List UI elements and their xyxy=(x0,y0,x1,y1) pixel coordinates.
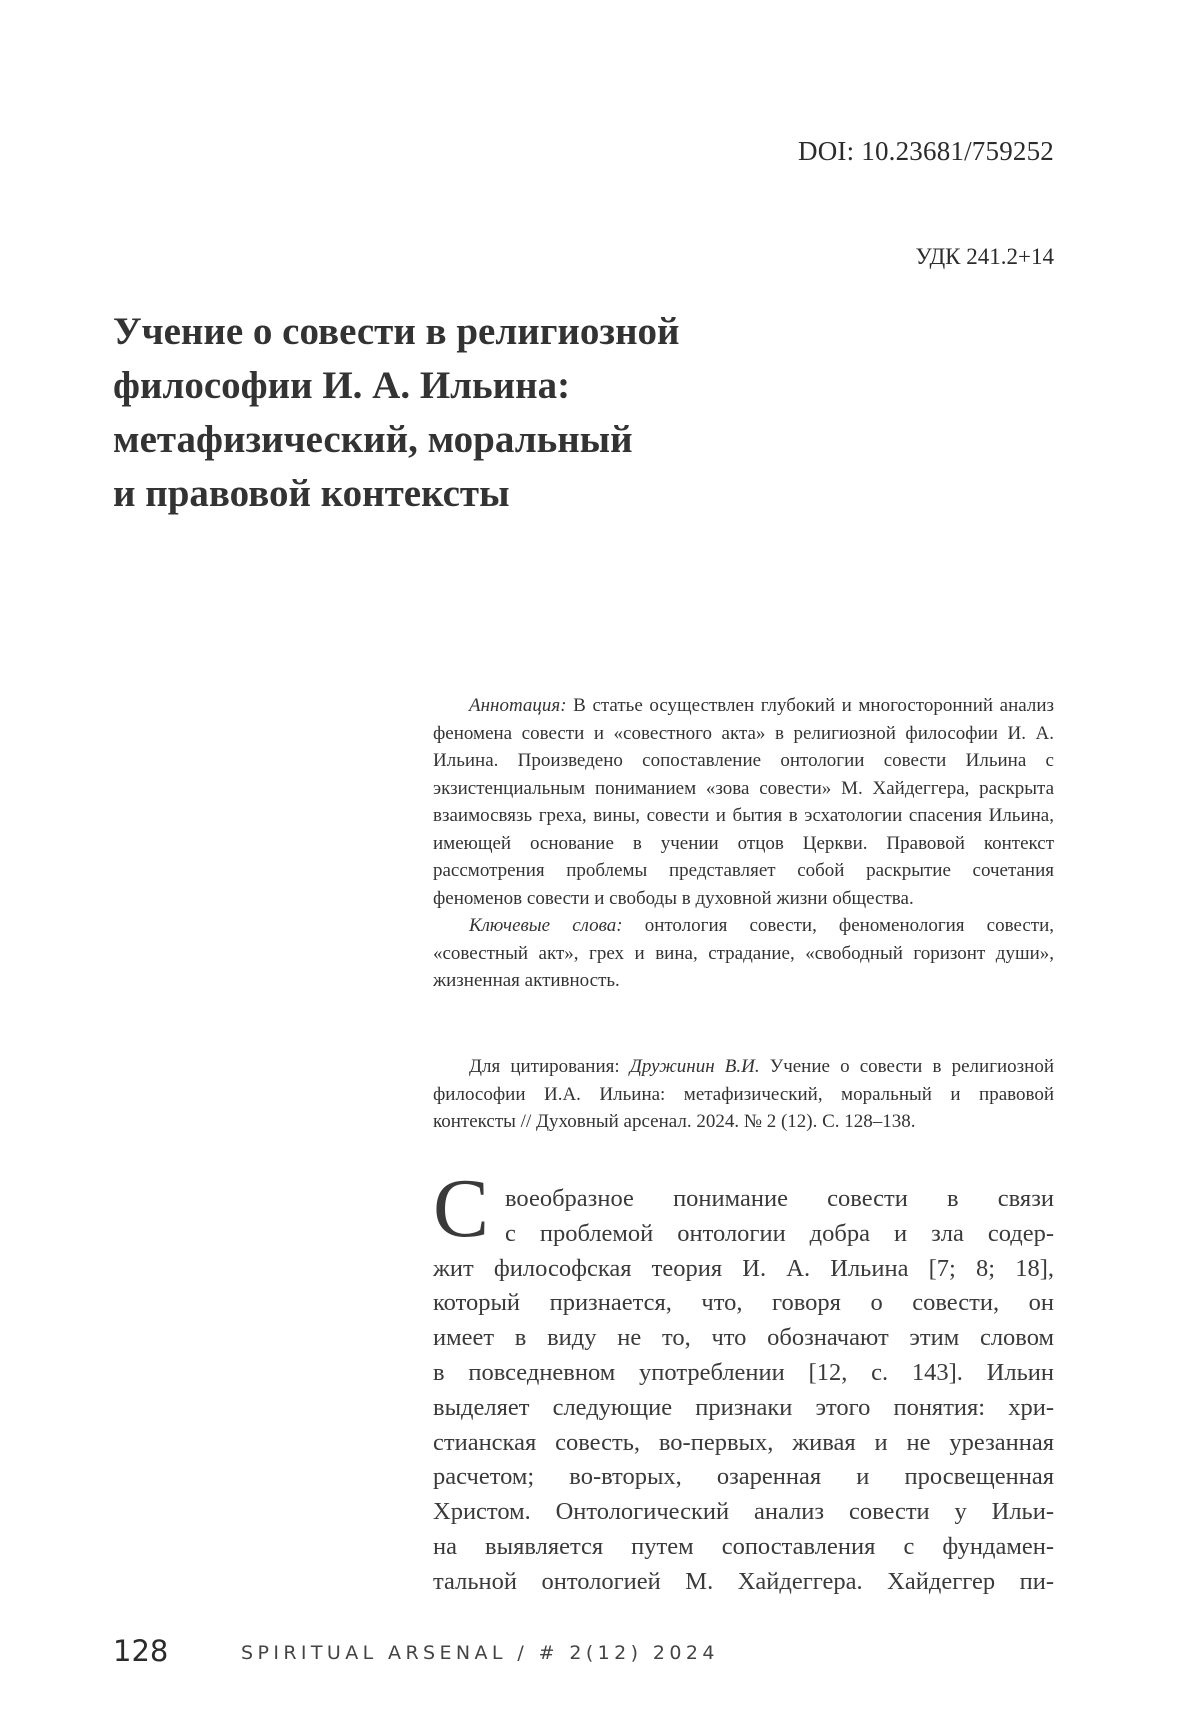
article-title xyxy=(113,305,813,521)
body-line: на выявляется путем сопоставления с фундамен- xyxy=(433,1530,1054,1565)
keywords-label: Ключевые слова: xyxy=(469,915,623,936)
doi-identifier: DOI: 10.23681/759252 xyxy=(798,136,1054,167)
abstract-text: В статье осуществлен глубокий и многосторонний анализ феномена совести и «совестного акта» в религиозной философии И. А. Ильина. Произведено сопоставление онтологии совести Ильина с экзистенциальным пониманием «зова совести» М. Хайдеггера, раскрыта взаимосвязь греха, вины, совести и бытия в эсхатологии спасения Ильина, имеющей основание в учении отцов Церкви. Правовой контекст рассмотрения проблемы представляет собой раскрытие сочетания феноменов совести и свободы в духовной жизни общества. xyxy=(433,695,1054,909)
body-line: тальной онтологией М. Хайдеггера. Хайдеггер пи- xyxy=(433,1565,1054,1600)
body-line: выделяет следующие признаки этого понятия: хри- xyxy=(433,1391,1054,1426)
body-line: который признается, что, говоря о совести, он xyxy=(433,1286,1054,1321)
body-line: воеобразное понимание совести в связи xyxy=(433,1182,1054,1217)
title-line: философии И. А. Ильина: xyxy=(113,359,813,413)
title-line: метафизический, моральный xyxy=(113,413,813,467)
journal-name: SPIRITUAL ARSENAL / # 2(12) 2024 xyxy=(241,1642,719,1664)
page-number: 128 xyxy=(113,1634,168,1668)
title-line: и правовой контексты xyxy=(113,467,813,521)
body-line: в повседневном употреблении [12, с. 143]. Ильин xyxy=(433,1356,1054,1391)
keywords-paragraph xyxy=(433,912,1054,995)
abstract-section xyxy=(433,692,1054,995)
page-footer xyxy=(113,1634,1073,1674)
udk-code: УДК 241.2+14 xyxy=(916,244,1054,270)
citation-section xyxy=(433,1053,1054,1136)
body-line: Христом. Онтологический анализ совести у Ильи- xyxy=(433,1495,1054,1530)
citation-author: Дружинин В.И. xyxy=(630,1056,760,1077)
body-line: расчетом; во-вторых, озаренная и просвещенная xyxy=(433,1460,1054,1495)
citation-text: Учение о совести в религиозной философии И.А. Ильина: метафизический, моральный и правовой контексты // Духовный арсенал. 2024. № 2 (12). С. 128–138. xyxy=(433,1056,1054,1132)
citation-prefix: Для цитирования: xyxy=(469,1056,630,1077)
drop-cap: С xyxy=(433,1173,489,1245)
keywords-text: онтология совести, феноменология совести, «совестный акт», грех и вина, страдание, «свободный горизонт души», жизненная активность. xyxy=(433,915,1054,991)
body-line: жит философская теория И. А. Ильина [7; 8; 18], xyxy=(433,1252,1054,1287)
citation-paragraph xyxy=(433,1053,1054,1136)
abstract-label: Аннотация: xyxy=(469,695,567,716)
abstract-paragraph xyxy=(433,692,1054,912)
body-paragraph xyxy=(433,1182,1054,1600)
body-line: с проблемой онтологии добра и зла содер- xyxy=(433,1217,1054,1252)
body-line: стианская совесть, во-первых, живая и не урезанная xyxy=(433,1426,1054,1461)
body-line: имеет в виду не то, что обозначают этим словом xyxy=(433,1321,1054,1356)
title-line: Учение о совести в религиозной xyxy=(113,305,813,359)
